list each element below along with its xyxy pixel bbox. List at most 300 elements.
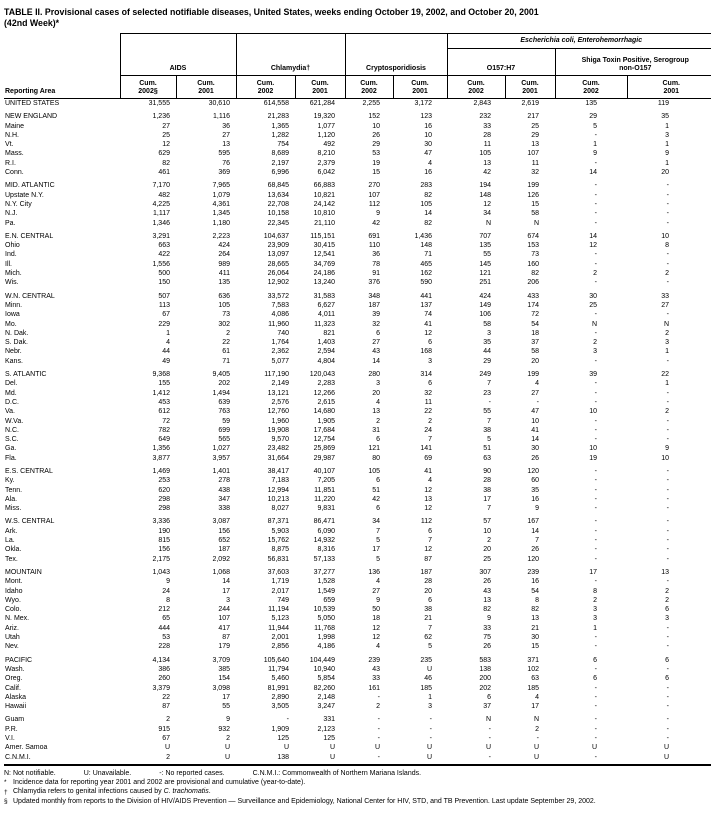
column-header: Cum. 2001	[176, 76, 236, 99]
value-cell: 16	[424, 122, 432, 130]
value-cell: 49	[162, 357, 170, 365]
reporting-area-cell: W.Va.	[5, 417, 24, 425]
value-cell: 12,266	[313, 389, 335, 397]
value-cell: 8,316	[317, 546, 335, 554]
value-cell: 8,210	[317, 150, 335, 158]
value-cell: 14	[589, 169, 597, 177]
value-cell: 28	[483, 131, 491, 139]
value-cell: 7	[428, 436, 432, 444]
value-cell: 13	[424, 495, 432, 503]
value-cell: 46	[424, 675, 432, 683]
reporting-area-cell: Del.	[5, 380, 18, 388]
value-cell: 51	[372, 486, 380, 494]
value-cell: -	[286, 716, 289, 724]
value-cell: 190	[158, 527, 170, 535]
value-cell: 76	[222, 159, 230, 167]
value-cell: 12	[483, 200, 491, 208]
value-cell: 30,610	[208, 100, 230, 107]
value-cell: 1,027	[212, 445, 230, 453]
value-cell: 3	[376, 380, 380, 388]
value-cell: 12	[424, 329, 432, 337]
reporting-area-cell: Ala.	[5, 495, 18, 503]
value-cell: 620	[158, 486, 170, 494]
table-row	[4, 624, 711, 633]
value-cell: 1,282	[271, 131, 289, 139]
value-cell: 202	[218, 380, 230, 388]
value-cell: 8	[665, 242, 670, 250]
column-header: Cum. 2001	[393, 76, 447, 99]
reporting-area-cell: Ill.	[5, 260, 12, 268]
value-cell: 44	[162, 348, 170, 356]
table-row	[4, 250, 711, 259]
value-cell: 13	[531, 141, 539, 149]
value-cell: 22	[424, 408, 432, 416]
value-cell: 9	[593, 150, 597, 158]
value-cell: -	[666, 643, 670, 651]
value-cell: 659	[323, 596, 335, 604]
value-cell: -	[429, 735, 432, 742]
value-cell: 6	[665, 656, 670, 664]
value-cell: 1,117	[153, 210, 170, 218]
reporting-area-cell: Conn.	[5, 169, 24, 177]
reporting-area-cell: Wash.	[5, 665, 25, 673]
legend-item: U: Unavailable.	[83, 769, 132, 777]
value-cell: 2,175	[152, 555, 170, 563]
value-cell: -	[666, 546, 670, 554]
value-cell: 3,291	[152, 232, 170, 240]
value-cell: 34,769	[313, 260, 335, 268]
value-cell: 2	[376, 417, 380, 425]
value-cell: 2	[226, 329, 230, 337]
value-cell: 4	[428, 159, 432, 167]
value-cell: 29	[372, 141, 380, 149]
value-cell: -	[594, 311, 597, 319]
value-cell: 12	[424, 486, 432, 494]
value-cell: 2,619	[521, 100, 539, 107]
value-cell: 18	[372, 615, 380, 623]
value-cell: -	[666, 389, 670, 397]
value-cell: 104,637	[263, 232, 289, 240]
value-cell: 33	[483, 122, 491, 130]
value-cell: -	[666, 495, 670, 503]
value-cell: 58	[483, 320, 491, 328]
table-row	[4, 320, 711, 329]
value-cell: 1,068	[212, 568, 230, 576]
reporting-area-cell: Ark.	[5, 527, 18, 535]
reporting-area-cell: P.R.	[5, 725, 18, 733]
value-cell: 113	[158, 301, 170, 309]
value-cell: 51	[483, 445, 491, 453]
value-cell: 338	[218, 505, 230, 513]
value-cell: 8,027	[271, 505, 289, 513]
value-cell: 3	[665, 615, 670, 623]
reporting-area-cell: PACIFIC	[5, 656, 33, 664]
value-cell: 9	[376, 596, 380, 604]
value-cell: 492	[323, 141, 335, 149]
value-cell: 17	[222, 587, 230, 595]
value-cell: 86,471	[313, 518, 335, 526]
value-cell: 228	[158, 643, 170, 651]
value-cell: U	[164, 744, 170, 752]
value-cell: 104,449	[309, 656, 335, 664]
value-cell: 3,709	[212, 656, 230, 664]
value-cell: 11,960	[268, 320, 289, 328]
value-cell: 12	[372, 624, 380, 632]
footnote	[4, 778, 708, 788]
value-cell: 13,634	[267, 191, 289, 199]
value-cell: 12	[589, 242, 597, 250]
value-cell: 33	[483, 624, 491, 632]
table-row	[4, 513, 711, 526]
value-cell: 422	[158, 251, 170, 259]
value-cell: U	[295, 753, 345, 765]
value-cell: -	[594, 159, 597, 167]
value-cell: 35	[531, 486, 539, 494]
value-cell: 17	[531, 703, 539, 711]
value-cell: 17	[222, 693, 230, 701]
value-cell: -	[594, 131, 597, 139]
value-cell: 3,379	[152, 684, 170, 692]
value-cell: 2	[593, 596, 597, 604]
value-cell: -	[594, 486, 597, 494]
value-cell: 26	[531, 454, 539, 462]
value-cell: 2	[665, 587, 670, 595]
value-cell: 75	[483, 634, 491, 642]
reporting-area-cell: S. Dak.	[5, 339, 28, 347]
value-cell: 162	[420, 270, 432, 278]
value-cell: 10	[531, 417, 539, 425]
value-cell: 1,909	[271, 725, 289, 733]
value-cell: 1	[166, 329, 170, 337]
value-cell: 249	[479, 371, 491, 379]
value-cell: 145	[479, 260, 491, 268]
value-cell: 105	[218, 301, 230, 309]
value-cell: 106	[479, 311, 491, 319]
value-cell: 2,255	[362, 100, 380, 107]
value-cell: 26	[483, 578, 491, 586]
value-cell: 20	[661, 169, 670, 177]
table-row	[4, 398, 711, 407]
value-cell: -	[594, 389, 597, 397]
value-cell: 26	[531, 546, 539, 554]
value-cell: 1,079	[212, 191, 230, 199]
value-cell: 22	[222, 339, 230, 347]
value-cell: 82,260	[313, 684, 335, 692]
value-cell: -	[666, 505, 670, 513]
value-cell: 20	[531, 357, 539, 365]
value-cell: 385	[218, 665, 230, 673]
value-cell: 1,403	[317, 339, 335, 347]
value-cell: 37,277	[313, 568, 335, 576]
value-cell: 441	[420, 292, 432, 300]
value-cell: 15	[531, 643, 539, 651]
value-cell: 565	[218, 436, 230, 444]
footnote-marker: §	[4, 798, 8, 806]
table-row	[4, 177, 711, 190]
value-cell: 73	[222, 311, 230, 319]
value-cell: U	[426, 665, 432, 673]
table-row	[4, 301, 711, 310]
value-cell: 11,220	[314, 495, 335, 503]
value-cell: 6	[376, 477, 380, 485]
value-cell: 29	[531, 131, 539, 139]
value-cell: 82	[531, 606, 539, 614]
table-row	[4, 486, 711, 495]
value-cell: 3	[593, 606, 597, 614]
value-cell: -	[666, 417, 670, 425]
value-cell: 7	[535, 537, 539, 545]
value-cell: 58	[531, 348, 539, 356]
value-cell: 8	[166, 596, 170, 604]
value-cell: -	[594, 398, 597, 406]
value-cell: -	[594, 417, 597, 425]
table-row	[4, 684, 711, 693]
column-header: Cum. 2002	[236, 76, 295, 99]
value-cell: 14	[424, 210, 432, 218]
value-cell: 29	[589, 113, 597, 121]
value-cell: 33	[661, 292, 670, 300]
reporting-area-cell: Kans.	[5, 357, 23, 365]
value-cell: 30,415	[313, 242, 335, 250]
table-row	[4, 99, 711, 109]
table-row	[4, 605, 711, 614]
reporting-area-cell: S. ATLANTIC	[5, 371, 47, 379]
table-row	[4, 463, 711, 476]
value-cell: 112	[420, 518, 432, 526]
value-cell: 636	[218, 292, 230, 300]
value-cell: 27	[222, 131, 230, 139]
value-cell: 3,957	[212, 454, 230, 462]
value-cell: 3	[593, 348, 597, 356]
value-cell: 6	[665, 606, 670, 614]
value-cell: 13,240	[313, 279, 335, 287]
value-cell: 11	[531, 159, 539, 167]
value-cell: 14	[372, 357, 380, 365]
value-cell: 1,905	[317, 417, 335, 425]
value-cell: 23	[483, 389, 491, 397]
value-cell: 1,356	[152, 445, 170, 453]
value-cell: 136	[368, 568, 380, 576]
reporting-area-cell: Mass.	[5, 150, 24, 158]
value-cell: 915	[158, 725, 170, 733]
value-cell: 3	[226, 596, 230, 604]
value-cell: 4	[535, 380, 539, 388]
value-cell: 37	[483, 703, 491, 711]
value-cell: 120	[527, 467, 539, 475]
value-cell: 20	[372, 389, 380, 397]
value-cell: U	[627, 753, 711, 765]
value-cell: 612	[158, 408, 170, 416]
value-cell: 185	[527, 684, 539, 692]
value-cell: 12	[372, 634, 380, 642]
value-cell: 229	[158, 320, 170, 328]
value-cell: 87	[162, 703, 170, 711]
value-cell: 8,875	[271, 546, 289, 554]
value-cell: 5,123	[271, 615, 289, 623]
value-cell: 2	[593, 339, 597, 347]
value-cell: 81,991	[267, 684, 289, 692]
value-cell: 41	[424, 320, 432, 328]
value-cell: 2	[120, 753, 176, 765]
table-row	[4, 702, 711, 711]
value-cell: 37	[531, 339, 539, 347]
table-row	[4, 652, 711, 665]
reporting-area-cell: W.S. CENTRAL	[5, 518, 55, 526]
table-row	[4, 476, 711, 485]
value-cell: 137	[420, 301, 432, 309]
value-cell: N	[533, 716, 539, 724]
value-cell: 126	[527, 191, 539, 199]
value-cell: 7	[487, 380, 491, 388]
value-cell: 4,186	[317, 643, 335, 651]
value-cell: -	[429, 716, 432, 724]
value-cell: -	[666, 624, 670, 632]
value-cell: 27	[661, 301, 670, 309]
table-row	[4, 587, 711, 596]
legend-item: -: No reported cases.	[159, 769, 225, 777]
value-cell: 1,043	[152, 568, 170, 576]
value-cell: 15	[372, 169, 380, 177]
table-row	[4, 260, 711, 269]
value-cell: 28	[424, 578, 432, 586]
value-cell: 244	[218, 606, 230, 614]
value-cell: -	[536, 398, 539, 406]
value-cell: 652	[218, 537, 230, 545]
reporting-area-cell: V.I.	[5, 735, 15, 742]
value-cell: 4,086	[271, 311, 289, 319]
table-row	[4, 633, 711, 642]
reporting-area-cell: Nebr.	[5, 348, 22, 356]
value-cell: -	[594, 219, 597, 227]
legend-item: C.N.M.I.: Commonwealth of Northern Mariana Islands.	[252, 769, 422, 777]
value-cell: -	[594, 735, 597, 742]
value-cell: 15	[531, 200, 539, 208]
value-cell: 2	[665, 329, 670, 337]
value-cell: 28,665	[267, 260, 289, 268]
value-cell: 629	[158, 150, 170, 158]
value-cell: 16	[531, 495, 539, 503]
value-cell: 63	[483, 454, 491, 462]
header-spacer	[236, 34, 345, 49]
value-cell: 5,903	[271, 527, 289, 535]
value-cell: 2	[593, 270, 597, 278]
value-cell: 1	[665, 380, 670, 388]
value-cell: 69	[424, 454, 432, 462]
reporting-area-cell: Colo.	[5, 606, 22, 614]
value-cell: 13	[372, 408, 380, 416]
value-cell: 278	[218, 477, 230, 485]
value-cell: 63	[531, 675, 539, 683]
value-cell: 141	[420, 445, 432, 453]
table-row	[4, 228, 711, 241]
reporting-area-cell: Mont.	[5, 578, 23, 586]
reporting-area-cell: Utah	[5, 634, 20, 642]
footnote-text: Updated monthly from reports to the Division of HIV/AIDS Prevention — Surveillance and Epidemiology, National Center for HIV, STD, and TB Prevention. Last update September 29, 2002.	[13, 797, 596, 805]
value-cell: 2	[166, 716, 170, 724]
value-cell: 74	[424, 311, 432, 319]
value-cell: 691	[368, 232, 380, 240]
value-cell: 465	[420, 260, 432, 268]
reporting-area-cell: N.H.	[5, 131, 19, 139]
reporting-area-cell: Ind.	[5, 251, 17, 259]
reporting-area-cell: Wis.	[5, 279, 19, 287]
value-cell: 298	[158, 495, 170, 503]
value-cell: 5	[376, 555, 380, 563]
value-cell: 5	[487, 436, 491, 444]
table-row	[4, 347, 711, 356]
value-cell: 2,843	[473, 100, 491, 107]
value-cell: 6,042	[317, 169, 335, 177]
value-cell: 3,247	[317, 703, 335, 711]
value-cell: 53	[372, 150, 380, 158]
reporting-area-cell: Pa.	[5, 219, 16, 227]
value-cell: 621,284	[309, 100, 335, 107]
value-cell: -	[594, 505, 597, 513]
value-cell: 20	[424, 587, 432, 595]
reporting-area-cell: Ky.	[5, 477, 15, 485]
value-cell: 73	[531, 251, 539, 259]
value-cell: 23,482	[267, 445, 289, 453]
value-cell: 38,417	[267, 467, 289, 475]
value-cell: 24,186	[313, 270, 335, 278]
value-cell: 150	[158, 279, 170, 287]
value-cell: 82	[483, 606, 491, 614]
value-cell: -	[666, 684, 670, 692]
value-cell: -	[447, 753, 505, 765]
value-cell: 29,987	[313, 454, 335, 462]
value-cell: 707	[479, 232, 491, 240]
value-cell: U	[374, 744, 380, 752]
value-cell: 507	[158, 292, 170, 300]
value-cell: 91	[372, 270, 380, 278]
value-cell: 50	[372, 606, 380, 614]
value-cell: 7	[428, 537, 432, 545]
reporting-area-cell: Md.	[5, 389, 17, 397]
value-cell: 1,556	[152, 260, 170, 268]
value-cell: -	[666, 260, 670, 268]
value-cell: 1,494	[212, 389, 230, 397]
value-cell: -	[594, 426, 597, 434]
value-cell: -	[594, 329, 597, 337]
reporting-area-cell: Ohio	[5, 242, 20, 250]
group-header-shiga	[555, 49, 711, 76]
value-cell: 26,064	[267, 270, 289, 278]
footnote-text: Chlamydia refers to genital infections caused by C. trachomatis.	[13, 788, 211, 796]
value-cell: 2,148	[317, 693, 335, 701]
value-cell: 314	[420, 371, 432, 379]
value-cell: 16	[424, 169, 432, 177]
footnote-list	[4, 778, 708, 807]
value-cell: 62	[424, 634, 432, 642]
value-cell: 44	[483, 348, 491, 356]
value-cell: N	[485, 219, 491, 227]
value-cell: 417	[218, 624, 230, 632]
value-cell: 3	[593, 615, 597, 623]
value-cell: -	[666, 703, 670, 711]
value-cell: 12,541	[313, 251, 335, 259]
value-cell: 38	[424, 606, 432, 614]
table-row	[4, 564, 711, 577]
value-cell: -	[594, 191, 597, 199]
value-cell: 78	[372, 260, 380, 268]
value-cell: 135	[218, 279, 230, 287]
value-cell: 3	[487, 329, 491, 337]
value-cell: 13,121	[267, 389, 289, 397]
column-header: Cum. 2001	[627, 76, 711, 99]
value-cell: 2,092	[212, 555, 230, 563]
notifiable-diseases-table	[4, 33, 711, 766]
header-row-groups	[4, 49, 711, 76]
